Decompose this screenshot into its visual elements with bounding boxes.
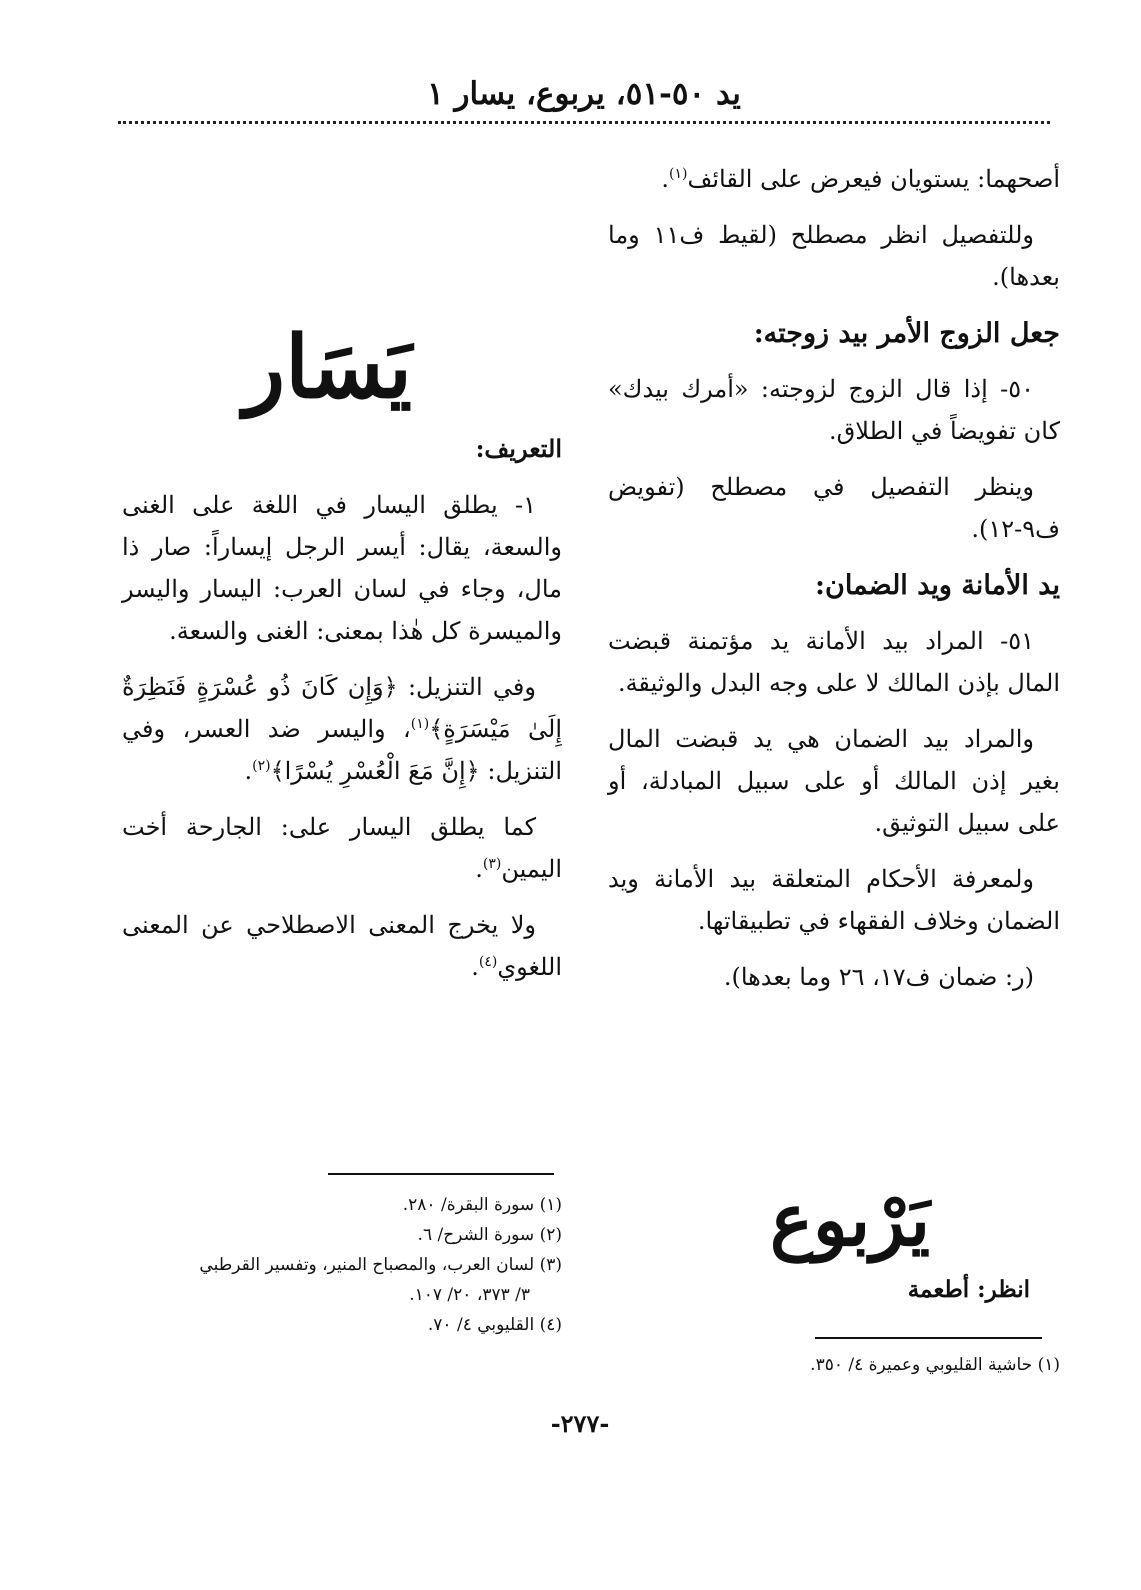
paragraph: (ر: ضمان ف١٧، ٢٦ وما بعدها). (723, 963, 1034, 991)
paragraph: ولا يخرج المعنى الاصطلاحي عن المعنى اللغوي$^{(٤)}$. (122, 911, 562, 981)
footnotes-left (122, 1190, 562, 1340)
paragraph: والمراد بيد الضمان هي يد قبضت المال بغير إذن المالك أو على سبيل المبادلة، أو على سبيل التوثيق. (608, 725, 1060, 837)
footnote-ref: (١) (669, 166, 688, 182)
footnotes-right (700, 1350, 1060, 1380)
paragraph: أصحهما: يستويان فيعرض على القائف$^{(١)}$. (661, 165, 1060, 193)
section-heading: جعل الزوج الأمر بيد زوجته: (753, 318, 1060, 349)
footnote-continuation: ٣/ ٣٧٣، ٢٠/ ١٠٧. (409, 1285, 530, 1305)
running-header: يد ٥٠-٥١، يربوع، يسار ١ (427, 76, 741, 112)
footnote: (٤) القليوبي ٤/ ٧٠. (427, 1315, 562, 1335)
left-column (122, 318, 562, 1002)
footnote: (٢) سورة الشرح/ ٦. (417, 1225, 562, 1245)
entry-title: يَرْبوع (770, 1177, 930, 1262)
paragraph: ٥١- المراد بيد الأمانة يد مؤتمنة قبضت المال بإذن المالك لا على وجه البدل والوثيقة. (608, 627, 1060, 697)
page-number: -٢٧٧- (550, 1409, 610, 1438)
paragraph: ولمعرفة الأحكام المتعلقة بيد الأمانة ويد الضمان وخلاف الفقهاء في تطبيقاتها. (608, 865, 1060, 935)
subheading: التعريف: (475, 434, 562, 463)
footnote: (٣) لسان العرب، والمصباح المنير، وتفسير القرطبي (199, 1255, 562, 1275)
footnote-ref: (٢) (252, 758, 271, 774)
footnote-rule (815, 1337, 1042, 1339)
paragraph: وفي التنزيل: ﴿وَإِن كَانَ ذُو عُسْرَةٍ فَنَظِرَةٌ إِلَىٰ مَيْسَرَةٍ﴾$^{(١)}$، واليسر ضد العسر، وفي التنزيل: ﴿إِنَّ مَعَ الْعُسْرِ يُسْرًا﴾$^{(٢)}$. (122, 673, 562, 785)
entry-title: يَسَار (243, 317, 412, 418)
cross-reference: انظر: أطعمة (907, 1276, 1030, 1303)
footnote-ref: (١) (410, 716, 430, 732)
section-heading: يد الأمانة ويد الضمان: (815, 570, 1060, 601)
footnote-ref: (٤) (478, 954, 498, 970)
header-dotted-rule (118, 121, 1050, 124)
footnote-ref: (٣) (482, 856, 502, 872)
right-column (608, 158, 1060, 1012)
paragraph: وللتفصيل انظر مصطلح (لقيط ف١١ وما بعدها). (608, 221, 1060, 291)
footnote-rule (328, 1173, 554, 1175)
paragraph: ١- يطلق اليسار في اللغة على الغنى والسعة، يقال: أيسر الرجل إيساراً: صار ذا مال، وجاء في لسان العرب: اليسار واليسر والميسرة كل هٰذا بمعنى: الغنى والسعة. (122, 491, 562, 645)
footnote: (١) حاشية القليوبي وعميرة ٤/ ٣٥٠. (810, 1355, 1060, 1375)
paragraph: وينظر التفصيل في مصطلح (تفويض ف٩-١٢). (608, 473, 1060, 543)
paragraph: ٥٠- إذا قال الزوج لزوجته: «أمرك بيدك» كان تفويضاً في الطلاق. (608, 375, 1060, 445)
footnote: (١) سورة البقرة/ ٢٨٠. (402, 1195, 562, 1215)
paragraph: كما يطلق اليسار على: الجارحة أخت اليمين$^{(٣)}$. (122, 813, 562, 883)
